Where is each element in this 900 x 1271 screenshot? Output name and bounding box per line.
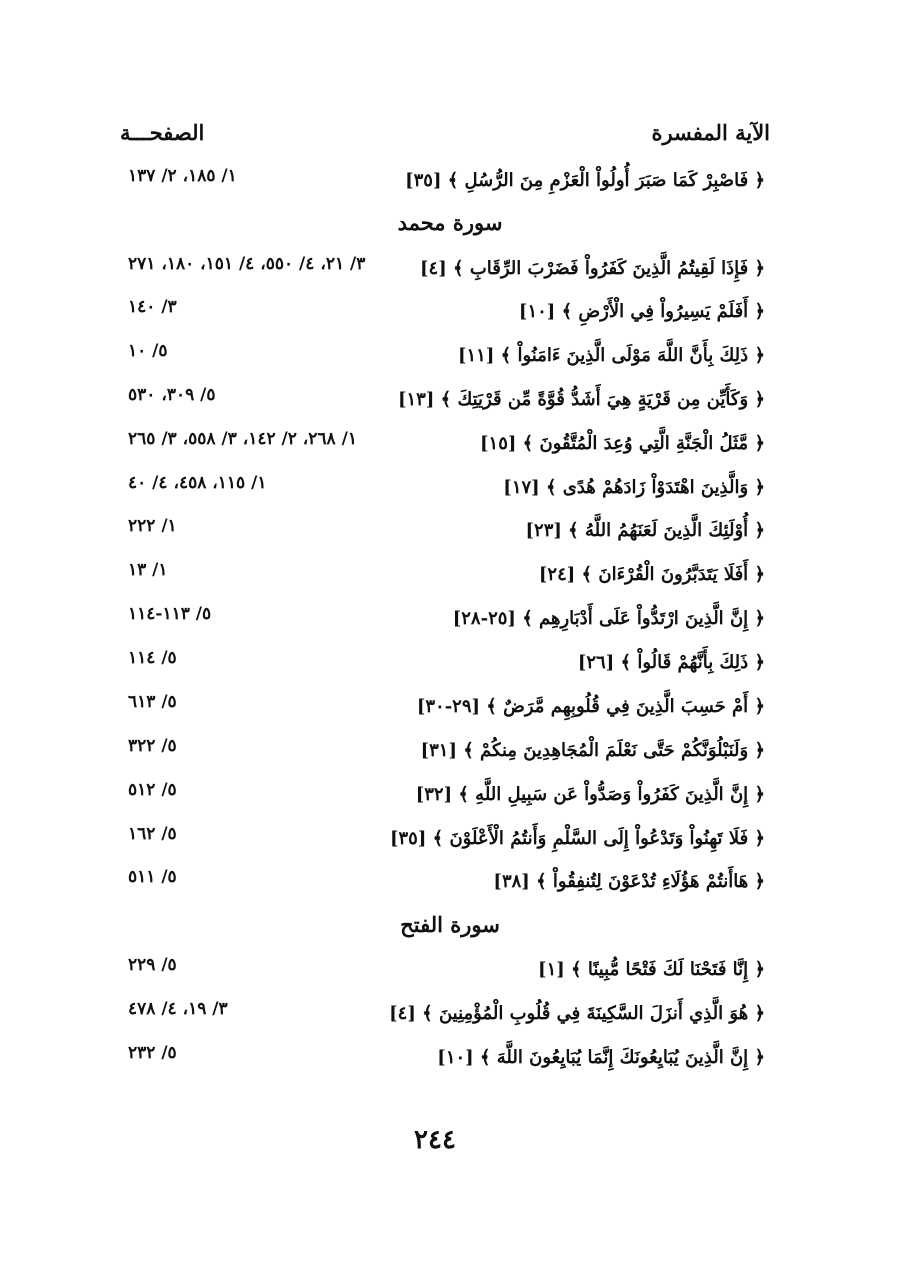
page-number: ٢٤٤	[414, 1125, 456, 1155]
verse-entry: ﴿ إِنَّ الَّذِينَ ارْتَدُّواْ عَلَى أَدْبَارِهِم ﴾ [٢٥-٢٨]	[452, 608, 765, 629]
page-reference: ٥/ ٢٢٩	[128, 955, 177, 975]
verse-entry: ﴿ ذَلِكَ بِأَنَّهُمْ قَالُواْ ﴾ [٢٦]	[577, 652, 765, 673]
verse-entry: ﴿ مَّثَلُ الْجَنَّةِ الَّتِي وُعِدَ الْمُتَّقُونَ ﴾ [١٥]	[480, 433, 765, 454]
verse-entry: ﴿ إِنَّ الَّذِينَ كَفَرُواْ وَصَدُّواْ عَن سَبِيلِ اللَّهِ ﴾ [٣٢]	[415, 784, 765, 805]
verse-entry: ﴿ فَاصْبِرْ كَمَا صَبَرَ أُولُواْ الْعَزْمِ مِنَ الرُّسُلِ ﴾ [٣٥]	[405, 170, 765, 191]
surah-heading-muhammad: سورة محمد	[397, 210, 503, 235]
page-reference: ٥/ ١١٤	[128, 648, 177, 668]
page-reference: ٥/ ٥١٢	[128, 780, 177, 800]
verse-column-header: الآية المفسرة	[651, 120, 770, 145]
verse-entry: ﴿ أَفَلَمْ يَسِيرُواْ فِي الْأَرْضِ ﴾ [١٠]	[518, 301, 765, 322]
page-reference: ١/ ١٣	[128, 560, 168, 580]
page-reference: ٥/ ٥١١	[128, 867, 177, 887]
verse-entry: ﴿ إِنَّا فَتَحْنَا لَكَ فَتْحًا مُّبِينًا ﴾ [١]	[538, 959, 765, 980]
verse-entry: ﴿ فَإِذَا لَقِيتُمُ الَّذِينَ كَفَرُواْ فَضَرْبَ الرِّقَابِ ﴾ [٤]	[420, 258, 765, 279]
verse-entry: ﴿ أُوْلَئِكَ الَّذِينَ لَعَنَهُمُ اللَّهُ ﴾ [٢٣]	[525, 520, 765, 541]
page-column-header: الصفحـــة	[120, 120, 205, 145]
page-reference: ٥/ ١١٣-١١٤	[128, 604, 212, 624]
page-reference: ٥/ ٣٠٩، ٥٣٠	[128, 385, 216, 405]
verse-entry: ﴿ أَفَلَا يَتَدَبَّرُونَ الْقُرْءَانَ ﴾ [٢٤]	[538, 564, 765, 585]
verse-entry: ﴿ ذَلِكَ بِأَنَّ اللَّهَ مَوْلَى الَّذِينَ ءَامَنُواْ ﴾ [١١]	[457, 345, 765, 366]
verse-entry: ﴿ وَكَأَيِّن مِن قَرْيَةٍ هِيَ أَشَدُّ قُوَّةً مِّن قَرْيَتِكَ ﴾ [١٣]	[397, 389, 765, 410]
page-reference: ٥/ ٦١٣	[128, 692, 177, 712]
page-reference: ١/ ١١٥، ٤٥٨، ٤/ ٤٠	[128, 473, 267, 493]
page-reference: ٥/ ١٠	[128, 341, 168, 361]
page-reference: ٥/ ٢٣٢	[128, 1043, 177, 1063]
verse-entry: ﴿ فَلَا تَهِنُواْ وَتَدْعُواْ إِلَى السَّلْمِ وَأَنتُمُ الْأَعْلَوْنَ ﴾ [٣٥]	[389, 828, 765, 849]
verse-entry: ﴿ وَلَنَبْلُوَنَّكُمْ حَتَّى نَعْلَمَ الْمُجَاهِدِينَ مِنكُمْ ﴾ [٣١]	[420, 740, 765, 761]
verse-entry: ﴿ هُوَ الَّذِي أَنزَلَ السَّكِينَةَ فِي قُلُوبِ الْمُؤْمِنِينَ ﴾ [٤]	[389, 1003, 765, 1024]
verse-entry: ﴿ إِنَّ الَّذِينَ يُبَايِعُونَكَ إِنَّمَا يُبَايِعُونَ اللَّهَ ﴾ [١٠]	[437, 1047, 765, 1068]
page-reference: ٣/ ٢١، ٤/ ٥٥٠، ٤/ ١٥١، ١٨٠، ٢٧١	[128, 254, 366, 274]
verse-entry: ﴿ وَالَّذِينَ اهْتَدَوْاْ زَادَهُمْ هُدًى ﴾ [١٧]	[503, 477, 765, 498]
surah-heading-fath: سورة الفتح	[400, 912, 500, 937]
verse-entry: ﴿ أَمْ حَسِبَ الَّذِينَ فِي قُلُوبِهِم مَّرَضٌ ﴾ [٢٩-٣٠]	[416, 696, 765, 717]
page-reference: ٣/ ١٤٠	[128, 297, 177, 317]
page-reference: ٥/ ٣٢٢	[128, 736, 177, 756]
page-reference: ١/ ٢٦٨، ٢/ ١٤٢، ٣/ ٥٥٨، ٣/ ٢٦٥	[128, 429, 357, 449]
page-reference: ١/ ٢٢٢	[128, 516, 177, 536]
page-reference: ١/ ١٨٥، ٢/ ١٣٧	[128, 166, 237, 186]
verse-entry: ﴿ هَاأَنتُمْ هَؤُلَاءِ تُدْعَوْنَ لِتُنفِقُواْ ﴾ [٣٨]	[493, 871, 765, 892]
page-reference: ٣/ ١٩، ٤/ ٤٧٨	[128, 999, 228, 1019]
page-reference: ٥/ ١٦٢	[128, 824, 177, 844]
